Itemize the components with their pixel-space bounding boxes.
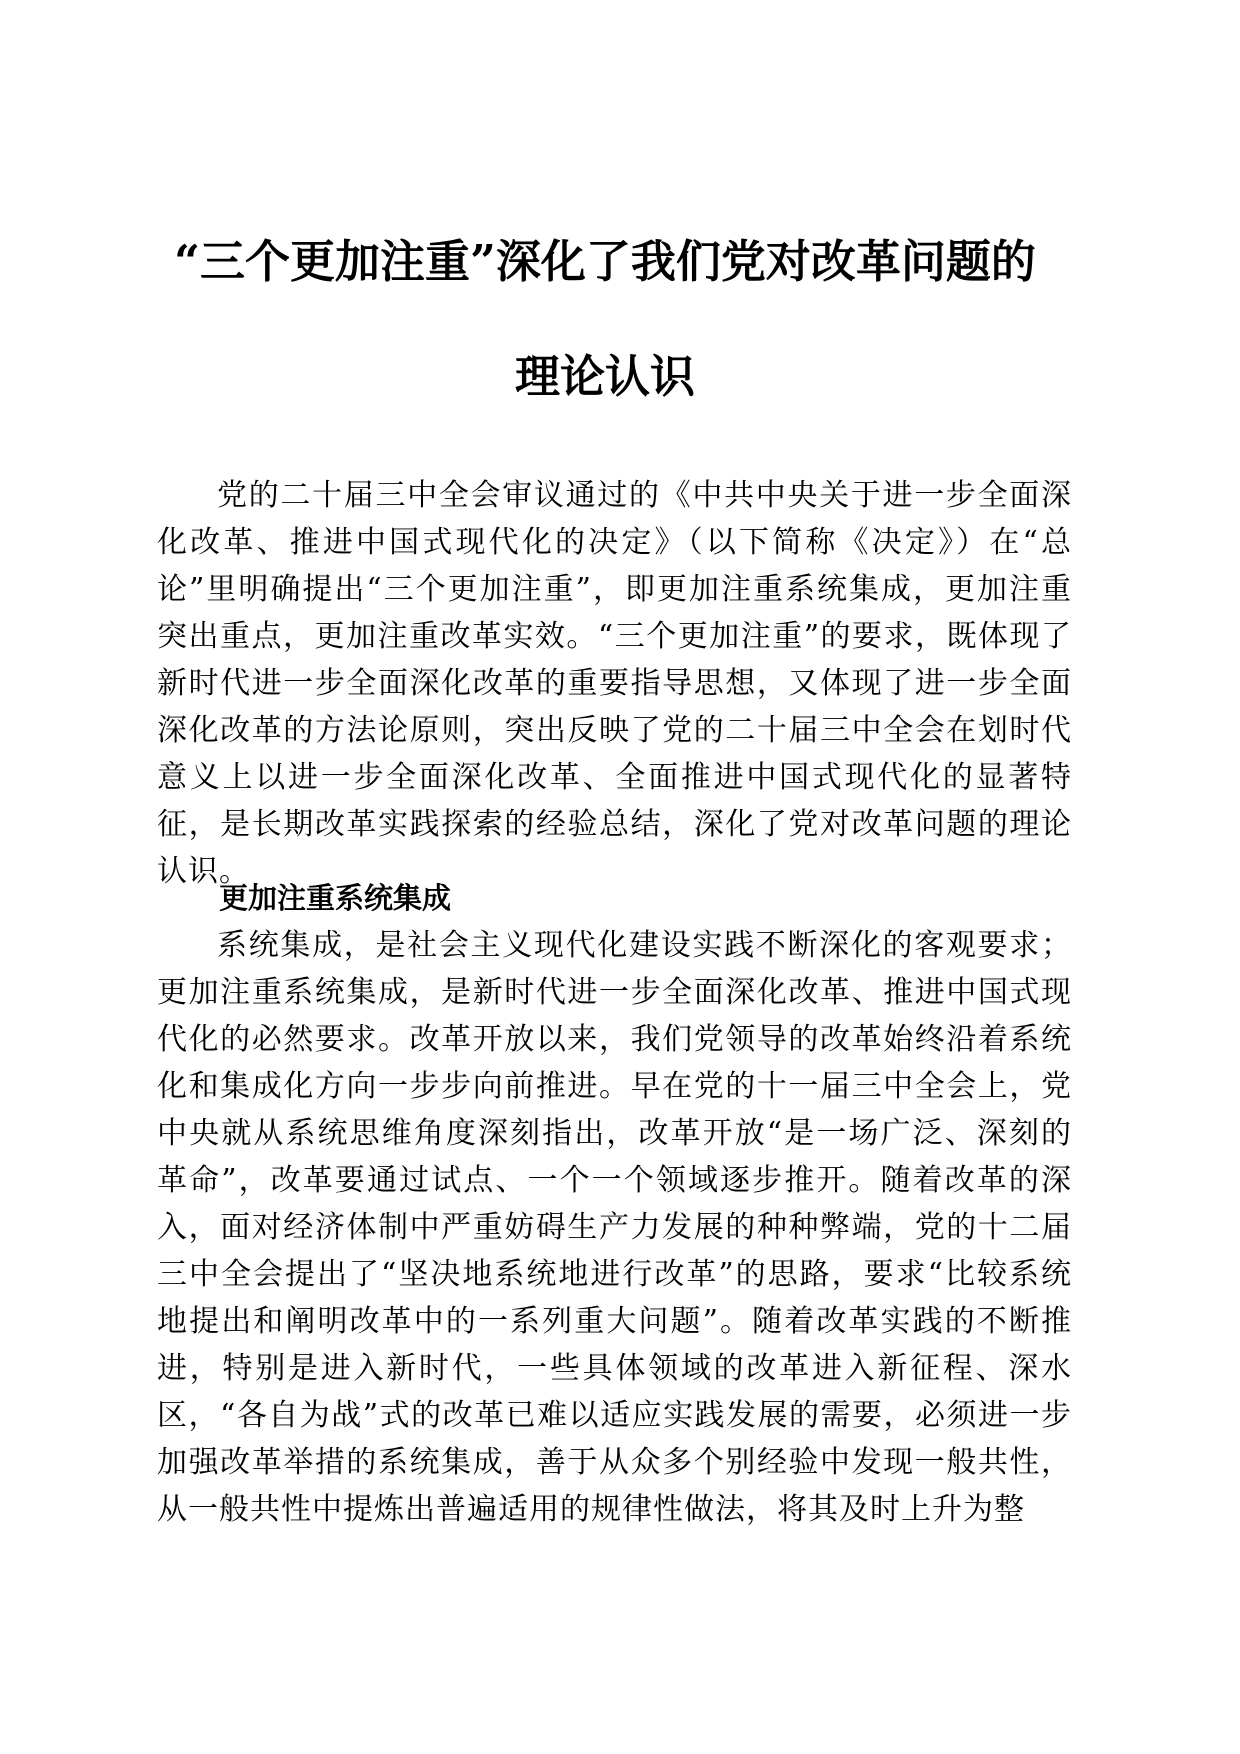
intro-paragraph-block bbox=[157, 472, 1072, 895]
document-title-line-1: “三个更加注重”深化了我们党对改革问题的 bbox=[174, 235, 1036, 288]
section-paragraph-block bbox=[157, 922, 1072, 1533]
section-heading: 更加注重系统集成 bbox=[219, 881, 452, 915]
intro-paragraph: 党的二十届三中全会审议通过的《中共中央关于进一步全面深化改革、推进中国式现代化的决定》（以下简称《决定》）在“总论”里明确提出“三个更加注重”，即更加注重系统集成，更加注重突出重点，更加注重改革实效。“三个更加注重”的要求，既体现了新时代进一步全面深化改革的重要指导思想，又体现了进一步全面深化改革的方法论原则，突出反映了党的二十届三中全会在划时代意义上以进一步全面深化改革、全面推进中国式现代化的显著特征，是长期改革实践探索的经验总结，深化了党对改革问题的理论认识。 bbox=[157, 478, 1072, 889]
section-paragraph: 系统集成，是社会主义现代化建设实践不断深化的客观要求；更加注重系统集成，是新时代进一步全面深化改革、推进中国式现代化的必然要求。改革开放以来，我们党领导的改革始终沿着系统化和集成化方向一步步向前推进。早在党的十一届三中全会上，党中央就从系统思维角度深刻指出，改革开放“是一场广泛、深刻的革命”，改革要通过试点、一个一个领域逐步推开。随着改革的深入，面对经济体制中严重妨碍生产力发展的种种弊端，党的十二届三中全会提出了“坚决地系统地进行改革”的思路，要求“比较系统地提出和阐明改革中的一系列重大问题”。随着改革实践的不断推进，特别是进入新时代，一些具体领域的改革进入新征程、深水区，“各自为战”式的改革已难以适应实践发展的需要，必须进一步加强改革举措的系统集成，善于从众多个别经验中发现一般共性，从一般共性中提炼出普遍适用的规律性做法，将其及时上升为整 bbox=[157, 928, 1072, 1527]
document-title-line-2: 理论认识 bbox=[514, 350, 695, 403]
